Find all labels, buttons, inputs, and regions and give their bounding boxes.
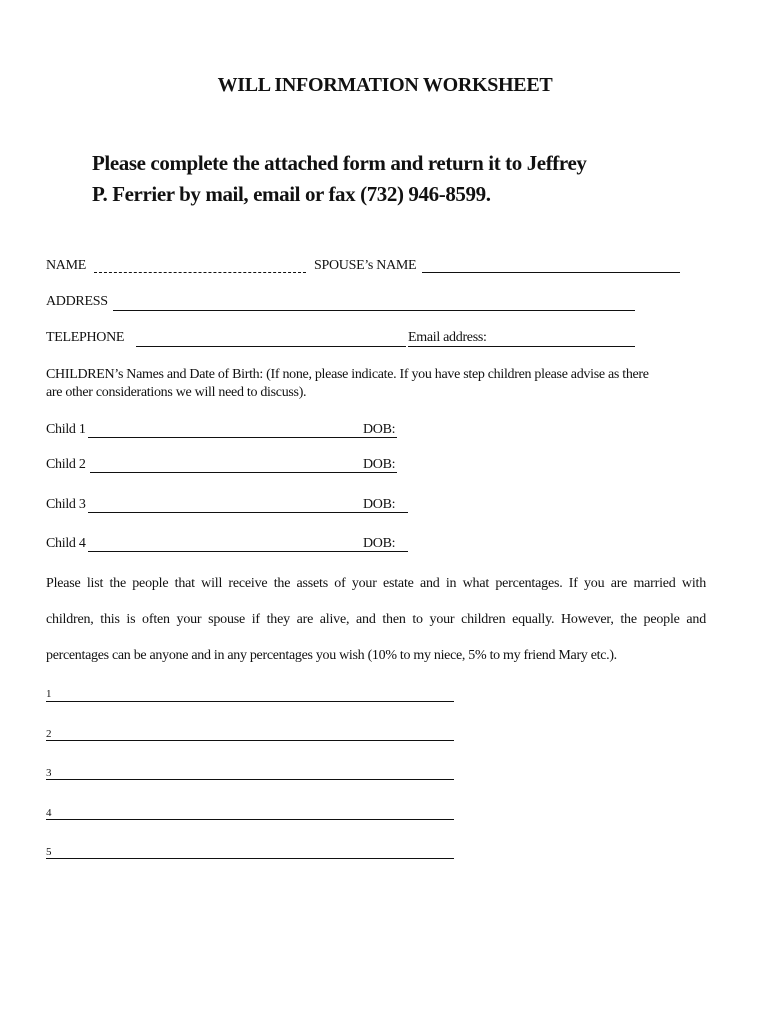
worksheet-title: WILL INFORMATION WORKSHEET <box>217 74 553 96</box>
child-3-label: Child 3 <box>46 497 86 512</box>
telephone-label: TELEPHONE <box>46 330 125 345</box>
email-field[interactable] <box>408 346 635 347</box>
child-1-dob-label: DOB: <box>363 422 396 437</box>
beneficiary-4-number: 4 <box>46 807 52 819</box>
beneficiary-5-field[interactable] <box>46 858 454 859</box>
beneficiary-1-number: 1 <box>46 688 52 700</box>
children-instructions-line-1: CHILDREN’s Names and Date of Birth: (If none, please indicate. If you have step children please advise as there <box>46 367 649 382</box>
child-2-label: Child 2 <box>46 457 86 472</box>
children-instructions <box>46 366 726 402</box>
beneficiary-1-field[interactable] <box>46 701 454 702</box>
beneficiary-4-field[interactable] <box>46 819 454 820</box>
spouse-name-field[interactable] <box>422 272 680 273</box>
name-field[interactable] <box>94 272 306 273</box>
child-3-dob-field[interactable] <box>363 512 408 513</box>
beneficiary-3-number: 3 <box>46 767 52 779</box>
child-1-name-field[interactable] <box>88 437 363 438</box>
child-4-name-field[interactable] <box>88 551 363 552</box>
child-1-dob-field[interactable] <box>363 437 397 438</box>
beneficiary-2-number: 2 <box>46 728 52 740</box>
child-4-dob-label: DOB: <box>363 536 396 551</box>
instructions-line-2: P. Ferrier by mail, email or fax (732) 946-8599. <box>92 182 491 206</box>
beneficiary-3-field[interactable] <box>46 779 454 780</box>
child-2-dob-field[interactable] <box>363 472 397 473</box>
beneficiaries-line-3: percentages can be anyone and in any percentages you wish (10% to my niece, 5% to my friend Mary etc.). <box>46 648 617 663</box>
child-3-dob-label: DOB: <box>363 497 396 512</box>
child-2-dob-label: DOB: <box>363 457 396 472</box>
instructions-line-1: Please complete the attached form and return it to Jeffrey <box>92 151 587 175</box>
name-label: NAME <box>46 258 87 273</box>
children-instructions-line-2: are other considerations we will need to discuss). <box>46 385 307 400</box>
address-field[interactable] <box>113 310 635 311</box>
telephone-field[interactable] <box>136 346 406 347</box>
beneficiaries-line-2: children, this is often your spouse if they are alive, and then to your children equally. However, the people and <box>46 612 706 627</box>
child-3-name-field[interactable] <box>88 512 363 513</box>
beneficiaries-line-1: Please list the people that will receive the assets of your estate and in what percentages. If you are married with <box>46 576 706 591</box>
child-2-name-field[interactable] <box>90 472 363 473</box>
child-1-label: Child 1 <box>46 422 86 437</box>
spouse-name-label: SPOUSE’s NAME <box>314 258 417 273</box>
instructions <box>92 148 712 210</box>
beneficiary-5-number: 5 <box>46 846 52 858</box>
email-label: Email address: <box>408 330 487 345</box>
child-4-label: Child 4 <box>46 536 86 551</box>
beneficiary-2-field[interactable] <box>46 740 454 741</box>
child-4-dob-field[interactable] <box>363 551 408 552</box>
address-label: ADDRESS <box>46 294 108 309</box>
